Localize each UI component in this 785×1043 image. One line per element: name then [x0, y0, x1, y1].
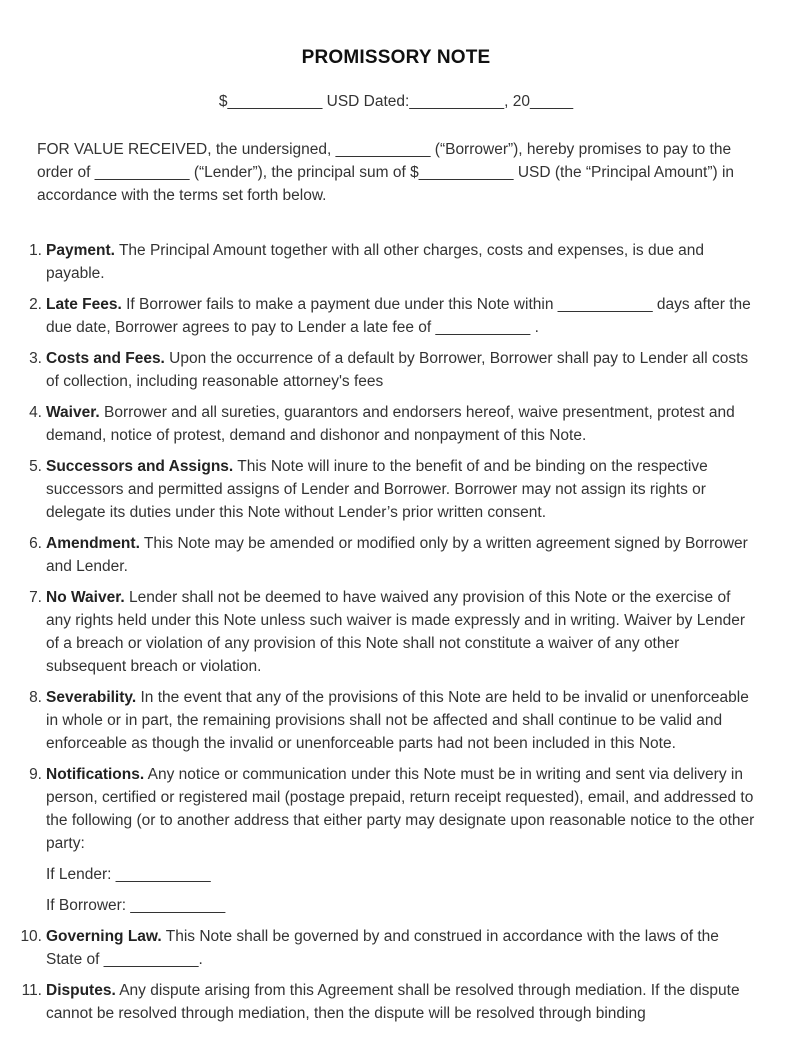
term-heading: Successors and Assigns.: [46, 458, 234, 475]
term-heading: Notifications.: [46, 766, 145, 783]
term-text: Upon the occurrence of a default by Borrower, Borrower shall pay to Lender all costs of collection, including reasonable attorney's fees: [46, 350, 749, 390]
term-text: In the event that any of the provisions of this Note are held to be invalid or unenforceable in whole or in part, the remaining provisions shall not be affected and shall continue to be valid and enforceable as though the invalid or unenforceable parts had not been included in this Note.: [46, 689, 749, 752]
term-late-fees: [0, 293, 785, 339]
term-text: Any notice or communication under this Note must be in writing and sent via delivery in person, certified or registered mail (postage prepaid, return receipt requested), email, and addressed to the following (or to another address that either party may designate upon reasonable notice to the other party:: [46, 766, 755, 852]
term-no-waiver: [0, 586, 785, 678]
term-number: 10.: [20, 928, 42, 945]
term-text: This Note shall be governed by and construed in accordance with the laws of the State of ___________.: [46, 928, 719, 968]
term-number: 1.: [29, 242, 42, 259]
if-lender-line: If Lender: ___________: [46, 866, 211, 883]
term-heading: Waiver.: [46, 404, 100, 421]
term-number: 11.: [21, 982, 42, 999]
if-borrower-line: If Borrower: ___________: [46, 897, 226, 914]
term-text: Lender shall not be deemed to have waived any provision of this Note or the exercise of any rights held under this Note unless such waiver is made expressly and in writing. Waiver by Lender of a breach or violation of any provision of this Note shall not constitute a waiver of any other subsequent breach or violation.: [46, 589, 745, 675]
intro-paragraph: FOR VALUE RECEIVED, the undersigned, ___________ (“Borrower”), hereby promises to pay to the order of ___________ (“Lender”), the principal sum of $___________ USD (the “Principal Amount”) in accordance with the terms set forth below.: [37, 141, 735, 204]
term-text: This Note will inure to the benefit of and be binding on the respective successors and permitted assigns of Lender and Borrower. Borrower may not assign its rights or delegate its duties under this Note without Lender’s prior written consent.: [46, 458, 708, 521]
term-payment: [0, 239, 785, 285]
term-heading: Governing Law.: [46, 928, 162, 945]
term-heading: Amendment.: [46, 535, 140, 552]
term-number: 3.: [29, 350, 42, 367]
term-number: 7.: [29, 589, 42, 606]
term-number: 4.: [29, 404, 42, 421]
term-number: 8.: [29, 689, 42, 706]
terms-list: [0, 239, 785, 1033]
term-governing-law: [0, 925, 785, 971]
term-waiver: [0, 401, 785, 447]
term-heading: Costs and Fees.: [46, 350, 165, 367]
term-heading: Late Fees.: [46, 296, 122, 313]
term-text: Any dispute arising from this Agreement shall be resolved through mediation. If the dispute cannot be resolved through mediation, then the dispute will be resolved through binding: [46, 982, 740, 1022]
term-heading: No Waiver.: [46, 589, 125, 606]
term-number: 6.: [29, 535, 42, 552]
term-severability: [0, 686, 785, 755]
term-text: The Principal Amount together with all other charges, costs and expenses, is due and payable.: [46, 242, 704, 282]
term-text: This Note may be amended or modified only by a written agreement signed by Borrower and Lender.: [46, 535, 748, 575]
term-number: 9.: [29, 766, 42, 783]
term-amendment: [0, 532, 785, 578]
term-heading: Severability.: [46, 689, 137, 706]
term-disputes: [0, 979, 785, 1025]
amount-dated-line: $___________ USD Dated:___________, 20_____: [218, 93, 574, 110]
term-heading: Payment.: [46, 242, 115, 259]
term-successors-and-assigns: [0, 455, 785, 524]
term-text: If Borrower fails to make a payment due under this Note within ___________ days after the due date, Borrower agrees to pay to Lender a late fee of ___________ .: [46, 296, 751, 336]
term-notifications: [0, 763, 785, 917]
term-number: 2.: [29, 296, 42, 313]
term-number: 5.: [29, 458, 42, 475]
term-costs-and-fees: [0, 347, 785, 393]
term-heading: Disputes.: [46, 982, 116, 999]
document-title: PROMISSORY NOTE: [301, 47, 491, 68]
term-text: Borrower and all sureties, guarantors and endorsers hereof, waive presentment, protest and demand, notice of protest, demand and dishonor and nonpayment of this Note.: [46, 404, 735, 444]
